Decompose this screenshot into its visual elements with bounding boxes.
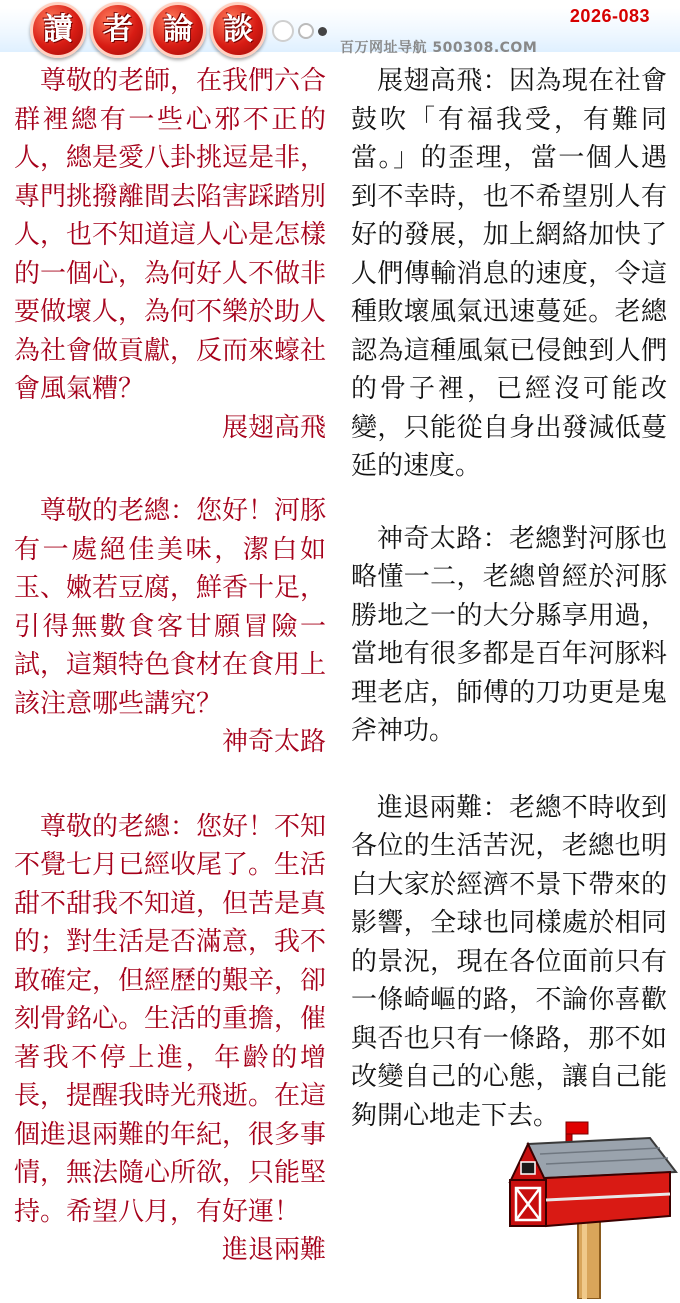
column-title	[30, 2, 266, 58]
page-header	[0, 0, 680, 58]
mailbox-illustration	[500, 1120, 680, 1299]
reader-letter: 尊敬的老總：您好！河豚有一處絕佳美味，潔白如玉、嫩若豆腐，鮮香十足，引得無數食客甘願冒險一試，這類特色食材在食用上該注意哪些講究？	[14, 496, 327, 719]
reader-letters-column	[14, 62, 326, 1270]
title-char-badge: 談	[210, 2, 266, 58]
title-char-badge: 論	[150, 2, 206, 58]
letter-signature: 展翅高飛	[221, 412, 326, 443]
decorative-dots	[272, 20, 327, 42]
editor-replies-column	[351, 62, 667, 1135]
letter-signature: 神奇太路	[221, 727, 326, 757]
mailbox-icon	[500, 1120, 680, 1299]
letter-signature: 進退兩難	[221, 1235, 326, 1265]
title-char-badge: 讀	[30, 2, 86, 58]
editor-reply: 進退兩難：老總不時收到各位的生活苦況，老總也明白大家於經濟不景下帶來的影響，全球也同樣處於相同的景況，現在各位面前只有一條崎嶇的路，不論你喜歡與否也只有一條路，那不如改變自己的心態，讓自己能夠開心地走下去。	[351, 792, 667, 1131]
title-char-badge: 者	[90, 2, 146, 58]
reader-letter: 尊敬的老師，在我們六合群裡總有一些心邪不正的人，總是愛八卦挑逗是非，專門挑撥離間去陷害踩踏別人，也不知道這人心是怎樣的一個心，為何好人不做非要做壞人，為何不樂於助人為社會做貢獻，反而來蠔社會風氣糟？	[14, 66, 327, 404]
editor-reply: 神奇太路：老總對河豚也略懂一二，老總曾經於河豚勝地之一的大分縣享用過，當地有很多都是百年河豚料理老店，師傅的刀功更是鬼斧神功。	[351, 523, 667, 746]
reader-letter: 尊敬的老總：您好！不知不覺七月已經收尾了。生活甜不甜我不知道，但苦是真的；對生活是否滿意，我不敢確定，但經歷的艱辛，卻刻骨銘心。生活的重擔，催著我不停上進，年齡的增長，提醒我時光飛逝。在這個進退兩難的年紀，很多事情，無法隨心所欲，只能堅持。希望八月，有好運！	[14, 811, 327, 1227]
editor-reply: 展翅高飛：因為現在社會鼓吹「有福我受，有難同當。」的歪理，當一個人遇到不幸時，也不希望別人有好的發展，加上網絡加快了人們傳輸消息的速度，令這種敗壞風氣迅速蔓延。老總認為這種風氣已侵蝕到人們的骨子裡，已經沒可能改變，只能從自身出發減低蔓延的速度。	[351, 66, 667, 481]
dot-icon	[318, 27, 327, 36]
dot-icon	[298, 23, 314, 39]
issue-number: 2026-083	[569, 6, 650, 26]
dot-icon	[272, 20, 294, 42]
site-watermark: 百万网址导航 500308.COM	[340, 40, 538, 56]
